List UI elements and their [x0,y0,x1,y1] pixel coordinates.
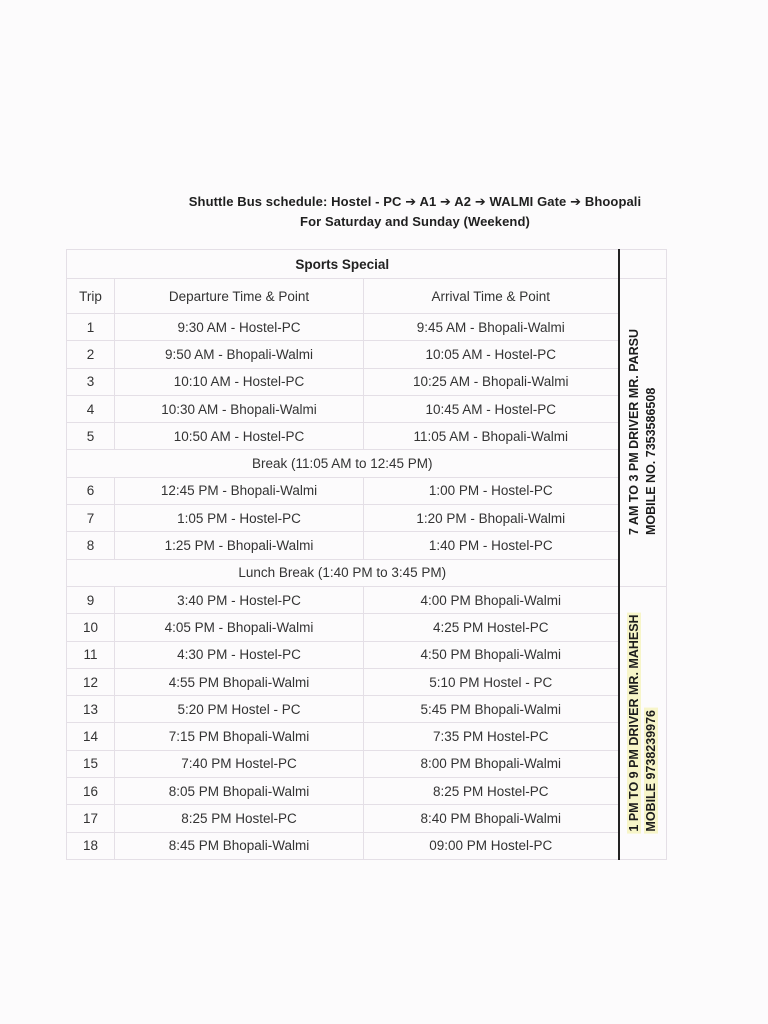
schedule-table [66,249,667,860]
morning-driver-info [626,329,660,535]
table-row [67,532,667,559]
arrow-right-icon: ➔ [405,194,417,209]
departure-cell: 9:30 AM - Hostel-PC [115,314,364,341]
arrival-cell: 1:40 PM - Hostel-PC [364,532,619,559]
stop-name: Bhoopali [584,194,642,209]
table-row [67,778,667,805]
section-title: Sports Special [67,250,619,279]
table-row [67,614,667,641]
table-row [67,750,667,777]
arrival-cell: 4:25 PM Hostel-PC [364,614,619,641]
arrow-right-icon: ➔ [474,194,486,209]
trip-number: 12 [67,668,115,695]
departure-cell: 4:30 PM - Hostel-PC [115,641,364,668]
schedule-table-wrap [66,249,666,860]
arrival-cell: 4:00 PM Bhopali-Walmi [364,586,619,613]
table-row [67,477,667,504]
arrival-cell: 8:25 PM Hostel-PC [364,778,619,805]
break-label: Break (11:05 AM to 12:45 PM) [67,450,619,477]
departure-cell: 10:50 AM - Hostel-PC [115,423,364,450]
arrival-cell: 10:05 AM - Hostel-PC [364,341,619,368]
evening-driver-mobile-text: MOBILE 9738239976 [643,709,658,832]
table-row [67,805,667,832]
lunch-break-label-row [67,559,667,586]
evening-driver-name [626,612,643,833]
schedule-title [140,192,690,232]
break-label-row [67,450,667,477]
arrival-cell: 09:00 PM Hostel-PC [364,832,619,859]
trip-number: 1 [67,314,115,341]
evening-driver-mobile [643,612,660,833]
trip-number: 7 [67,505,115,532]
lunch-break-label: Lunch Break (1:40 PM to 3:45 PM) [67,559,619,586]
morning-driver-cell [619,279,667,587]
side-blank-cell [619,250,667,279]
table-row [67,586,667,613]
departure-cell: 1:25 PM - Bhopali-Walmi [115,532,364,559]
trip-number: 17 [67,805,115,832]
arrival-cell: 11:05 AM - Bhopali-Walmi [364,423,619,450]
departure-cell: 9:50 AM - Bhopali-Walmi [115,341,364,368]
title-line-1: Shuttle Bus schedule: Hostel - PC ➔ A1 ➔ A2 ➔ WALMI Gate ➔ Bhoopali [188,194,642,209]
departure-cell: 4:55 PM Bhopali-Walmi [115,668,364,695]
arrival-cell: 5:45 PM Bhopali-Walmi [364,696,619,723]
trip-number: 4 [67,395,115,422]
arrival-cell: 8:40 PM Bhopali-Walmi [364,805,619,832]
departure-cell: 7:40 PM Hostel-PC [115,750,364,777]
arrival-cell: 8:00 PM Bhopali-Walmi [364,750,619,777]
table-row [67,368,667,395]
title-line-2: For Saturday and Sunday (Weekend) [300,214,530,229]
trip-number: 10 [67,614,115,641]
trip-number: 2 [67,341,115,368]
arrival-cell: 1:20 PM - Bhopali-Walmi [364,505,619,532]
table-row [67,641,667,668]
table-row [67,341,667,368]
arrival-cell: 10:45 AM - Hostel-PC [364,395,619,422]
departure-cell: 12:45 PM - Bhopali-Walmi [115,477,364,504]
departure-cell: 5:20 PM Hostel - PC [115,696,364,723]
stop-name: A1 [419,194,437,209]
arrival-column-header: Arrival Time & Point [364,279,619,314]
trip-number: 18 [67,832,115,859]
table-row [67,668,667,695]
departure-cell: 7:15 PM Bhopali-Walmi [115,723,364,750]
arrival-cell: 1:00 PM - Hostel-PC [364,477,619,504]
trip-number: 15 [67,750,115,777]
trip-number: 9 [67,586,115,613]
trip-number: 11 [67,641,115,668]
evening-driver-name-text: 1 PM TO 9 PM DRIVER MR. MAHESH [626,614,641,832]
table-row [67,505,667,532]
trip-number: 3 [67,368,115,395]
table-row [67,423,667,450]
trip-number: 5 [67,423,115,450]
departure-cell: 3:40 PM - Hostel-PC [115,586,364,613]
table-row [67,395,667,422]
schedule-table-body [67,250,667,860]
arrival-cell: 10:25 AM - Bhopali-Walmi [364,368,619,395]
column-header-row [67,279,667,314]
arrival-cell: 5:10 PM Hostel - PC [364,668,619,695]
arrival-cell: 9:45 AM - Bhopali-Walmi [364,314,619,341]
departure-column-header: Departure Time & Point [115,279,364,314]
evening-driver-info [626,612,660,833]
evening-driver-cell [619,586,667,859]
morning-driver-mobile: MOBILE NO. 7353586508 [643,388,658,536]
stop-name: WALMI Gate [489,194,567,209]
trip-number: 8 [67,532,115,559]
departure-cell: 8:25 PM Hostel-PC [115,805,364,832]
departure-cell: 8:05 PM Bhopali-Walmi [115,778,364,805]
departure-cell: 8:45 PM Bhopali-Walmi [115,832,364,859]
morning-driver-name: 7 AM TO 3 PM DRIVER MR. PARSU [626,329,641,536]
section-title-row [67,250,667,279]
table-row [67,723,667,750]
departure-cell: 1:05 PM - Hostel-PC [115,505,364,532]
stop-name: A2 [454,194,472,209]
table-row [67,314,667,341]
table-row [67,832,667,859]
table-row [67,696,667,723]
arrow-right-icon: ➔ [440,194,452,209]
trip-number: 14 [67,723,115,750]
trip-number: 6 [67,477,115,504]
departure-cell: 4:05 PM - Bhopali-Walmi [115,614,364,641]
arrow-right-icon: ➔ [570,194,582,209]
trip-column-header: Trip [67,279,115,314]
departure-cell: 10:10 AM - Hostel-PC [115,368,364,395]
departure-cell: 10:30 AM - Bhopali-Walmi [115,395,364,422]
arrival-cell: 7:35 PM Hostel-PC [364,723,619,750]
trip-number: 16 [67,778,115,805]
arrival-cell: 4:50 PM Bhopali-Walmi [364,641,619,668]
trip-number: 13 [67,696,115,723]
